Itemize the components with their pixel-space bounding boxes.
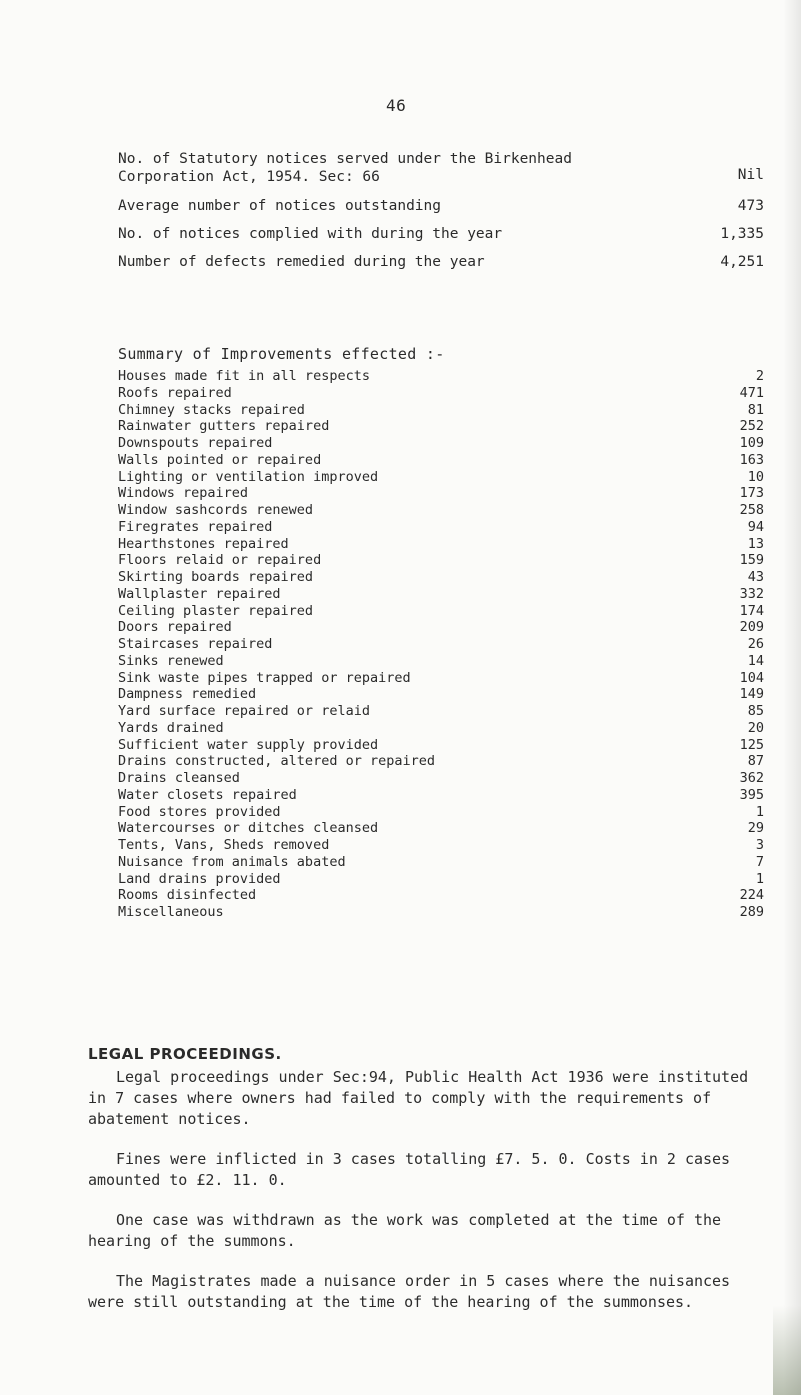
improvement-row (118, 536, 764, 553)
improvement-count: 174 (739, 602, 764, 619)
improvement-label: Drains constructed, altered or repaired (118, 753, 435, 770)
improvement-count: 149 (739, 686, 764, 703)
improvement-row (118, 820, 764, 837)
improvement-label: Yard surface repaired or relaid (118, 703, 370, 719)
improvement-count: 94 (747, 518, 764, 535)
improvement-count: 7 (755, 853, 764, 870)
improvement-count: 163 (739, 451, 764, 468)
improvement-row (118, 904, 764, 921)
improvement-label: Nuisance from animals abated (118, 853, 346, 870)
notice-value: 473 (737, 198, 764, 214)
improvement-row (118, 368, 764, 385)
improvement-count: 85 (747, 703, 764, 719)
improvement-count: 14 (747, 652, 764, 669)
page-corner-stain (773, 1305, 801, 1395)
notice-row (118, 150, 764, 186)
notices-statistics (118, 150, 764, 273)
notice-row (118, 251, 764, 273)
improvement-row (118, 485, 764, 502)
improvement-row (118, 619, 764, 636)
improvement-count: 10 (747, 468, 764, 485)
notice-value: Nil (737, 167, 764, 183)
improvement-label: Sinks renewed (118, 652, 224, 669)
improvement-label: Downspouts repaired (118, 435, 273, 451)
improvement-label: Land drains provided (118, 870, 281, 887)
improvement-label: Sufficient water supply provided (118, 736, 379, 753)
improvement-count: 125 (739, 736, 764, 753)
improvement-row (118, 871, 764, 888)
improvement-label: Floors relaid or repaired (118, 552, 322, 569)
improvement-label: Skirting boards repaired (118, 569, 314, 585)
legal-paragraph: One case was withdrawn as the work was completed at the time of the hearing of the summons. (88, 1211, 722, 1250)
improvement-label: Watercourses or ditches cleansed (118, 820, 379, 837)
notice-row (118, 195, 764, 217)
improvement-row (118, 804, 764, 821)
improvement-label: Chimney stacks repaired (118, 401, 305, 418)
legal-heading: LEGAL PROCEEDINGS. (88, 1045, 282, 1063)
improvement-row (118, 837, 764, 854)
improvement-label: Firegrates repaired (118, 518, 273, 535)
improvement-row (118, 636, 764, 653)
improvement-label: Lighting or ventilation improved (118, 468, 379, 485)
improvement-row (118, 703, 764, 720)
improvement-count: 395 (739, 786, 764, 803)
improvement-row (118, 686, 764, 703)
improvement-row (118, 670, 764, 687)
summary-title: Summary of Improvements effected :- (118, 345, 445, 363)
improvement-row (118, 854, 764, 871)
improvement-label: Wallplaster repaired (118, 585, 281, 602)
improvement-count: 224 (739, 887, 764, 904)
improvement-row (118, 887, 764, 904)
improvement-row (118, 569, 764, 586)
improvement-label: Windows repaired (118, 485, 249, 502)
legal-paragraph: Fines were inflicted in 3 cases totalling £7. 5. 0. Costs in 2 cases amounted to £2. 11. 0. (88, 1150, 731, 1189)
improvement-label: Staircases repaired (118, 636, 273, 652)
improvement-count: 1 (755, 870, 764, 887)
improvement-count: 3 (755, 837, 764, 853)
notice-label: Number of defects remedied during the year (118, 254, 485, 270)
improvement-count: 29 (747, 820, 764, 837)
notice-value: 1,335 (720, 226, 764, 242)
improvement-label: Roofs repaired (118, 384, 232, 401)
improvement-count: 20 (747, 719, 764, 736)
improvement-row (118, 603, 764, 620)
legal-proceedings-section (88, 1045, 760, 1313)
improvement-row (118, 653, 764, 670)
improvement-count: 362 (739, 770, 764, 786)
improvement-label: Hearthstones repaired (118, 535, 289, 552)
improvements-list (118, 368, 764, 921)
improvement-count: 1 (755, 803, 764, 820)
improvement-row (118, 435, 764, 452)
improvement-count: 26 (747, 636, 764, 652)
improvement-label: Houses made fit in all respects (118, 368, 370, 384)
improvement-row (118, 552, 764, 569)
notice-label: No. of Statutory notices served under the Birkenhead Corporation Act, 1954. Sec: 66 (118, 151, 572, 185)
improvement-count: 13 (747, 535, 764, 552)
improvement-label: Sink waste pipes trapped or repaired (118, 669, 411, 686)
notice-value: 4,251 (720, 254, 764, 270)
improvement-count: 159 (739, 552, 764, 569)
improvement-label: Miscellaneous (118, 904, 224, 920)
page-edge-shadow (783, 0, 801, 1395)
improvement-count: 332 (739, 585, 764, 602)
improvement-count: 81 (747, 401, 764, 418)
improvement-row (118, 753, 764, 770)
legal-paragraph: Legal proceedings under Sec:94, Public Health Act 1936 were instituted in 7 cases where owners had failed to comply with the requirements of abatement notices. (88, 1068, 749, 1128)
improvement-count: 2 (755, 368, 764, 384)
improvement-label: Walls pointed or repaired (118, 451, 322, 468)
notice-row (118, 223, 764, 245)
improvement-row (118, 402, 764, 419)
improvement-label: Dampness remedied (118, 686, 257, 703)
improvement-count: 43 (747, 569, 764, 585)
notice-label: No. of notices complied with during the year (118, 226, 503, 242)
improvement-label: Doors repaired (118, 619, 232, 636)
improvement-count: 289 (739, 904, 764, 920)
improvement-label: Water closets repaired (118, 786, 297, 803)
improvement-count: 252 (739, 418, 764, 435)
improvement-label: Food stores provided (118, 803, 281, 820)
improvement-label: Drains cleansed (118, 770, 240, 786)
improvement-label: Tents, Vans, Sheds removed (118, 837, 330, 853)
improvement-row (118, 770, 764, 787)
notice-label: Average number of notices outstanding (118, 198, 442, 214)
improvement-row (118, 469, 764, 486)
improvement-label: Window sashcords renewed (118, 502, 314, 518)
improvement-count: 87 (747, 753, 764, 770)
improvement-count: 173 (739, 485, 764, 502)
improvement-row (118, 452, 764, 469)
improvement-row (118, 519, 764, 536)
improvement-count: 209 (739, 619, 764, 636)
legal-paragraph: The Magistrates made a nuisance order in 5 cases where the nuisances were still outstanding at the time of the hearing of the summonses. (88, 1272, 731, 1311)
improvement-label: Yards drained (118, 719, 224, 736)
improvement-label: Rainwater gutters repaired (118, 418, 330, 435)
improvement-row (118, 586, 764, 603)
improvement-label: Ceiling plaster repaired (118, 602, 314, 619)
improvement-label: Rooms disinfected (118, 887, 257, 904)
improvement-row (118, 502, 764, 519)
improvement-row (118, 418, 764, 435)
improvement-count: 471 (739, 384, 764, 401)
improvement-count: 109 (739, 435, 764, 451)
page-number: 46 (386, 96, 407, 115)
improvement-row (118, 385, 764, 402)
improvement-row (118, 720, 764, 737)
improvement-count: 258 (739, 502, 764, 518)
improvement-row (118, 787, 764, 804)
improvement-row (118, 737, 764, 754)
improvement-count: 104 (739, 669, 764, 686)
